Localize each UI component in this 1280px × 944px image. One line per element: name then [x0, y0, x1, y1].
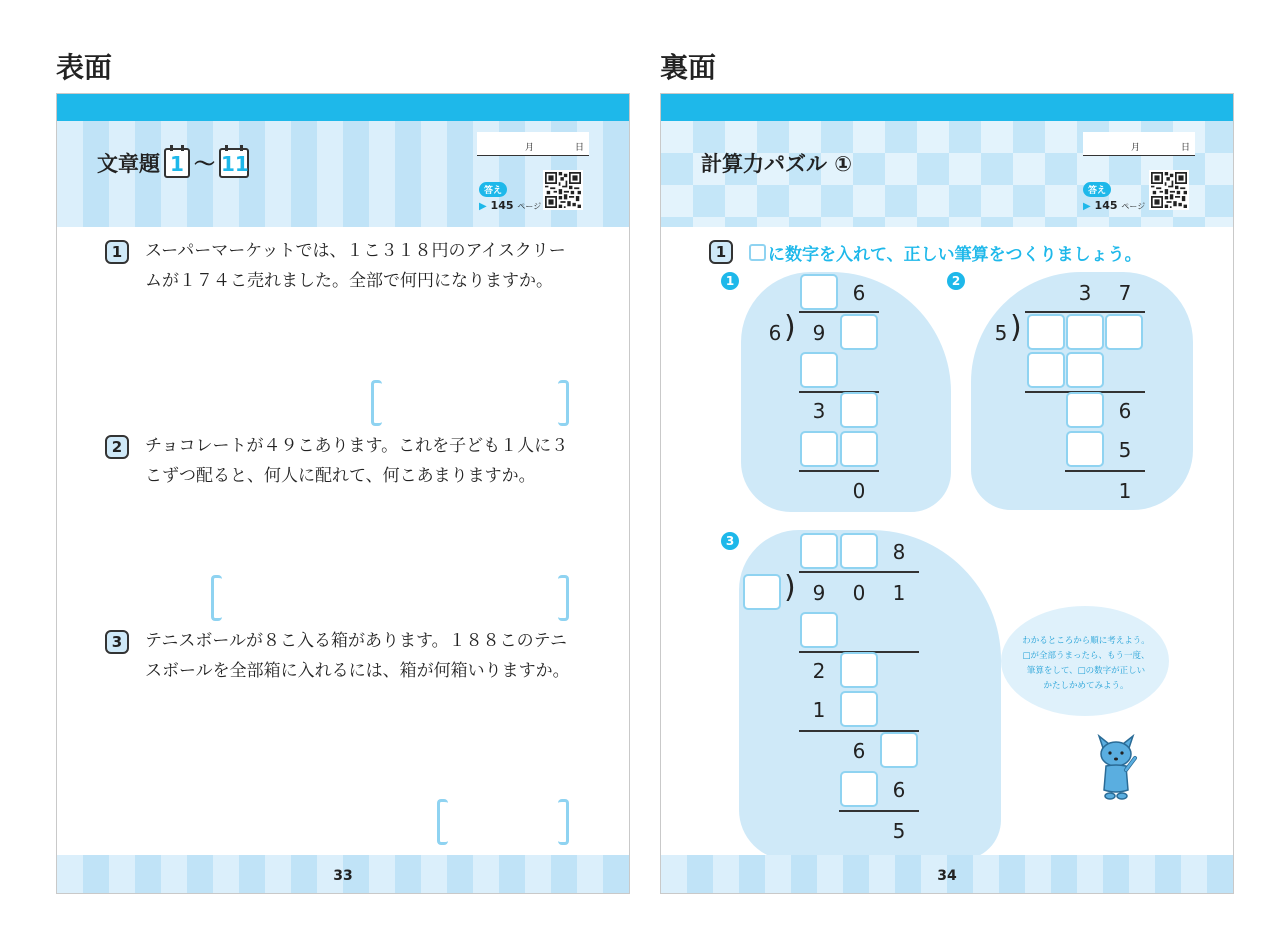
- day-label: 日: [575, 143, 585, 153]
- question-text-1: スーパーマーケットでは、１こ３１８円のアイスクリームが１７４こ売れました。全部で何円になりますか。: [145, 241, 566, 291]
- blank-box[interactable]: [743, 574, 781, 610]
- blank-box[interactable]: [880, 732, 918, 768]
- quotient-digit: 3: [1078, 281, 1092, 305]
- page-number: 33: [333, 868, 353, 884]
- blank-box[interactable]: [840, 771, 878, 807]
- qr-code-icon[interactable]: [543, 170, 583, 210]
- blank-box-icon: [749, 244, 766, 261]
- row-digit: 3: [812, 399, 826, 423]
- blank-box[interactable]: [840, 314, 878, 350]
- hint-text: わかるところから順に考えよう。 □が全部うまったら、もう一度、 筆算をして、□の数字が正しい かたしかめてみよう。: [1022, 636, 1150, 691]
- answer-bracket-2[interactable]: [211, 575, 569, 617]
- divisor-digit: 5: [994, 321, 1008, 345]
- date-box: [1083, 132, 1195, 156]
- division-line: [1025, 311, 1145, 313]
- calendar-icon-to: 11: [219, 148, 249, 178]
- quotient-digit: 7: [1118, 281, 1132, 305]
- blank-box[interactable]: [1066, 314, 1104, 350]
- division-bracket: ): [784, 310, 796, 345]
- answer-page: 145: [490, 199, 514, 212]
- calendar-icon-from: 1: [164, 148, 190, 178]
- question-number-1: 1: [105, 240, 129, 264]
- page-title: 計算力パズル ①: [701, 152, 853, 176]
- quotient-digit: 8: [892, 540, 906, 564]
- question-text-3: テニスボールが８こ入る箱があります。１８８このテニスボールを全部箱に入れるには、箱が何箱いりますか。: [145, 631, 570, 681]
- back-side-label: 裏面: [660, 51, 717, 84]
- blank-box[interactable]: [840, 652, 878, 688]
- division-line: [799, 311, 879, 313]
- answer-badge: 答え: [1083, 182, 1111, 197]
- blank-box[interactable]: [800, 274, 838, 310]
- month-label: 月: [1131, 143, 1141, 153]
- page-33: [56, 93, 630, 894]
- triangle-icon: ▶: [1083, 201, 1091, 212]
- date-box: [477, 132, 589, 156]
- dividend-digit: 1: [892, 581, 906, 605]
- blank-box[interactable]: [800, 431, 838, 467]
- month-label: 月: [525, 143, 535, 153]
- dividend-digit: 9: [812, 581, 826, 605]
- answer-page: 145: [1094, 199, 1118, 212]
- divisor-digit: 6: [768, 321, 782, 345]
- blank-box[interactable]: [840, 533, 878, 569]
- title-text: 文章題: [97, 152, 160, 176]
- row-digit: 6: [892, 778, 906, 802]
- blank-box[interactable]: [840, 431, 878, 467]
- division-bracket: ): [784, 570, 796, 605]
- mascot-dog-icon: [1093, 734, 1141, 808]
- question-number-1: 1: [709, 240, 733, 264]
- top-bar: [57, 94, 629, 121]
- remainder-digit: 0: [852, 479, 866, 503]
- blank-box[interactable]: [1027, 314, 1065, 350]
- blank-box[interactable]: [800, 533, 838, 569]
- page-title: [97, 148, 249, 178]
- answer-reference: [1083, 182, 1145, 212]
- puzzle-number-1: 1: [721, 272, 739, 290]
- question-number-3: 3: [105, 630, 129, 654]
- blank-box[interactable]: [800, 352, 838, 388]
- answer-bracket-1[interactable]: [371, 380, 569, 422]
- dividend-digit: 9: [812, 321, 826, 345]
- top-bar: [661, 94, 1233, 121]
- page-34: [660, 93, 1234, 894]
- answer-reference: [479, 182, 541, 212]
- dividend-digit: 0: [852, 581, 866, 605]
- blank-box[interactable]: [800, 612, 838, 648]
- remainder-digit: 1: [1118, 479, 1132, 503]
- blank-box[interactable]: [1066, 431, 1104, 467]
- row-digit: 6: [852, 739, 866, 763]
- blank-box[interactable]: [1066, 392, 1104, 428]
- row-digit: 2: [812, 659, 826, 683]
- blank-box[interactable]: [840, 691, 878, 727]
- quotient-digit: 6: [852, 281, 866, 305]
- day-label: 日: [1181, 143, 1191, 153]
- front-side-label: 表面: [56, 51, 113, 84]
- instruction: に数字を入れて、正しい筆算をつくりましょう。: [749, 240, 1142, 265]
- answer-page-unit: ページ: [1121, 202, 1146, 211]
- puzzle-number-2: 2: [947, 272, 965, 290]
- blank-box[interactable]: [840, 392, 878, 428]
- triangle-icon: ▶: [479, 201, 487, 212]
- question-number-2: 2: [105, 435, 129, 459]
- answer-bracket-3[interactable]: [437, 799, 569, 841]
- division-line: [799, 571, 919, 573]
- answer-badge: 答え: [479, 182, 507, 197]
- puzzle-number-3: 3: [721, 532, 739, 550]
- qr-code-icon[interactable]: [1149, 170, 1189, 210]
- question-text-2: チョコレートが４９こあります。これを子ども１人に３こずつ配ると、何人に配れて、何こあまりますか。: [145, 436, 569, 486]
- remainder-digit: 5: [892, 819, 906, 843]
- row-digit: 6: [1118, 399, 1132, 423]
- blank-box[interactable]: [1105, 314, 1143, 350]
- answer-page-unit: ページ: [517, 202, 542, 211]
- title-separator: 〜: [194, 152, 215, 176]
- division-bracket: ): [1010, 310, 1022, 345]
- row-digit: 5: [1118, 438, 1132, 462]
- row-digit: 1: [812, 698, 826, 722]
- blank-box[interactable]: [1066, 352, 1104, 388]
- page-number: 34: [937, 868, 957, 884]
- blank-box[interactable]: [1027, 352, 1065, 388]
